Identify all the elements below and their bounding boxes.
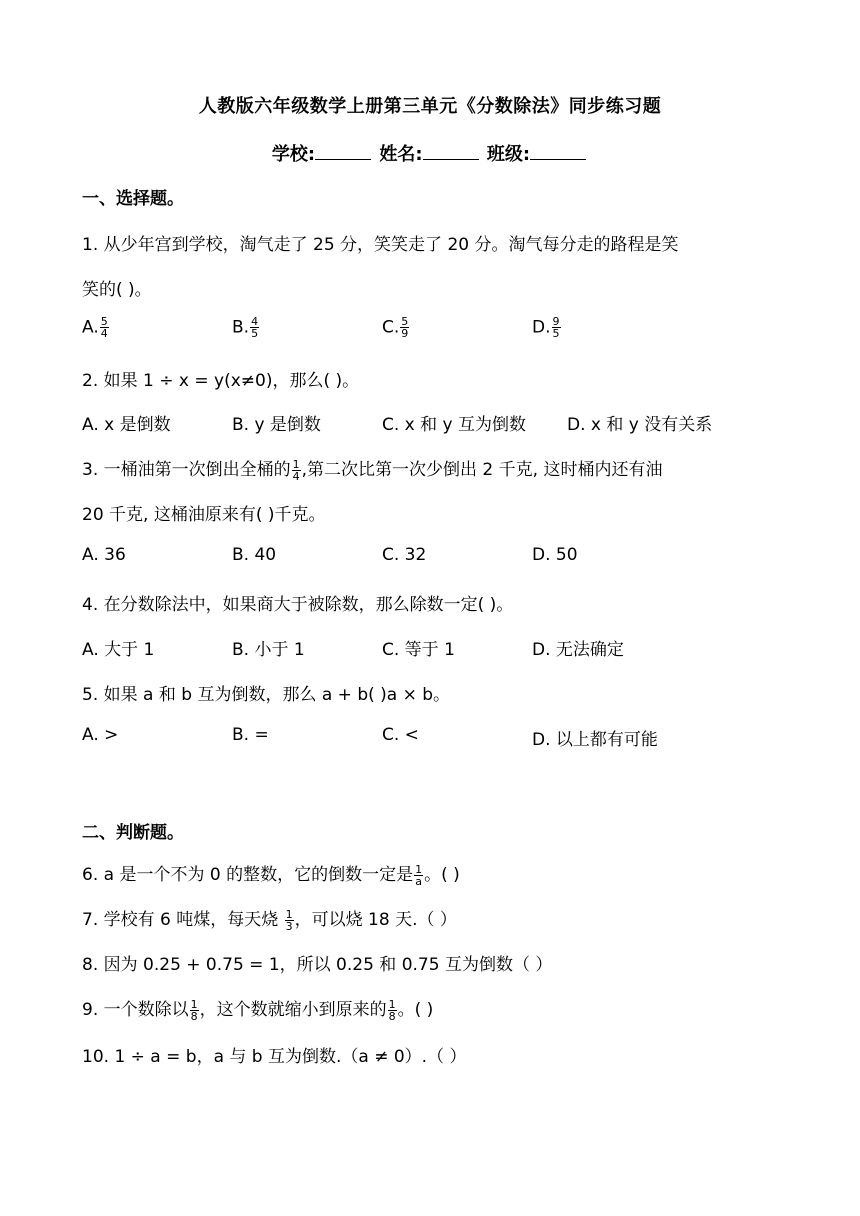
- denominator: 5: [251, 327, 259, 340]
- fraction: [285, 909, 294, 932]
- denominator: 8: [190, 1009, 198, 1023]
- question-text: 。( ): [424, 865, 460, 885]
- question-10: 10. 1 ÷ a = b，a 与 b 互为倒数.（a ≠ 0）.（ ）: [82, 1047, 467, 1067]
- question-text: 3. 一桶油第一次倒出全桶的: [82, 460, 291, 480]
- option-d[interactable]: D. x 和 y 没有关系: [567, 415, 713, 435]
- option-a[interactable]: A. 36: [82, 545, 126, 565]
- fraction: [400, 316, 409, 339]
- page-title: 人教版六年级数学上册第三单元《分数除法》同步练习题: [198, 96, 662, 117]
- option-c[interactable]: C. 等于 1: [382, 640, 455, 660]
- fraction: [414, 864, 423, 887]
- option-d[interactable]: D. 无法确定: [532, 640, 624, 660]
- option-label: C.: [382, 317, 400, 338]
- question-text: 。( ): [397, 1000, 434, 1020]
- numerator: 1: [190, 997, 198, 1011]
- question-7: [82, 905, 457, 932]
- denominator: a: [415, 874, 422, 888]
- fraction: [100, 316, 109, 339]
- fraction: [250, 316, 259, 339]
- class-label: 班级:: [486, 144, 531, 165]
- question-5: 5. 如果 a 和 b 互为倒数，那么 a + b( )a × b。: [82, 685, 451, 705]
- question-2: 2. 如果 1 ÷ x = y(x≠0)，那么( )。: [82, 371, 360, 391]
- school-label: 学校:: [271, 144, 316, 165]
- student-info-line: [0, 140, 860, 166]
- option-c[interactable]: [382, 316, 410, 339]
- option-label: B.: [232, 317, 250, 338]
- school-blank[interactable]: [315, 141, 371, 160]
- question-2-options: [82, 410, 782, 440]
- option-b[interactable]: [232, 316, 260, 339]
- denominator: 8: [388, 1009, 396, 1023]
- numerator: 5: [100, 315, 108, 328]
- question-9: [82, 995, 433, 1022]
- question-text: 6. a 是一个不为 0 的整数，它的倒数一定是: [82, 865, 414, 885]
- option-c[interactable]: C. <: [382, 725, 419, 745]
- option-a[interactable]: [82, 316, 110, 339]
- option-d[interactable]: [532, 316, 562, 339]
- question-text: ，可以烧 18 天.（ ）: [294, 910, 457, 930]
- option-label: A.: [82, 317, 99, 338]
- fraction: [388, 999, 397, 1022]
- numerator: 9: [552, 315, 560, 328]
- question-3-options: [82, 545, 782, 575]
- fraction: [190, 999, 199, 1022]
- option-b[interactable]: B. =: [232, 725, 269, 745]
- question-6: [82, 860, 460, 887]
- section-heading-judgement: 二、判断题。: [82, 823, 184, 843]
- denominator: 3: [285, 919, 293, 933]
- option-d[interactable]: D. 50: [532, 545, 578, 565]
- section-heading-choice: 一、选择题。: [82, 189, 184, 209]
- question-text: 7. 学校有 6 吨煤，每天烧: [82, 910, 284, 930]
- denominator: 4: [100, 327, 108, 340]
- question-1-line-1: 1. 从少年宫到学校，淘气走了 25 分，笑笑走了 20 分。淘气每分走的路程是笑: [82, 235, 679, 255]
- name-label: 姓名:: [379, 144, 423, 165]
- option-c[interactable]: C. 32: [382, 545, 427, 565]
- option-a[interactable]: A. 大于 1: [82, 640, 155, 660]
- option-a[interactable]: A. >: [82, 725, 119, 745]
- class-blank[interactable]: [530, 141, 586, 160]
- option-b[interactable]: B. 小于 1: [232, 640, 305, 660]
- question-4-options: [82, 635, 782, 665]
- numerator: 5: [401, 315, 409, 328]
- option-a[interactable]: A. x 是倒数: [82, 415, 171, 435]
- numerator: 1: [285, 907, 293, 921]
- option-d[interactable]: D. 以上都有可能: [532, 730, 658, 750]
- question-3-line-1: [82, 455, 662, 482]
- question-text: 9. 一个数除以: [82, 1000, 189, 1020]
- option-label: D.: [532, 317, 551, 338]
- numerator: 1: [415, 862, 423, 876]
- numerator: 1: [292, 457, 300, 471]
- option-b[interactable]: B. y 是倒数: [232, 415, 321, 435]
- numerator: 4: [251, 315, 259, 328]
- question-text: ，这个数就缩小到原来的: [199, 1000, 387, 1020]
- question-text: ,第二次比第一次少倒出 2 千克, 这时桶内还有油: [301, 460, 663, 480]
- denominator: 9: [401, 327, 409, 340]
- option-c[interactable]: C. x 和 y 互为倒数: [382, 415, 527, 435]
- numerator: 1: [388, 997, 396, 1011]
- question-1-line-2: 笑的( )。: [82, 280, 152, 300]
- question-1-options: [82, 316, 782, 346]
- fraction: [552, 316, 561, 339]
- question-4: 4. 在分数除法中，如果商大于被除数，那么除数一定( )。: [82, 595, 514, 615]
- question-5-options: [82, 725, 782, 755]
- option-b[interactable]: B. 40: [232, 545, 277, 565]
- denominator: 4: [292, 469, 300, 483]
- denominator: 5: [552, 327, 560, 340]
- name-blank[interactable]: [423, 141, 479, 160]
- question-3-line-2: 20 千克, 这桶油原来有( )千克。: [82, 505, 326, 525]
- question-8: 8. 因为 0.25 + 0.75 = 1，所以 0.25 和 0.75 互为倒数（ ）: [82, 955, 553, 975]
- fraction: [292, 459, 301, 482]
